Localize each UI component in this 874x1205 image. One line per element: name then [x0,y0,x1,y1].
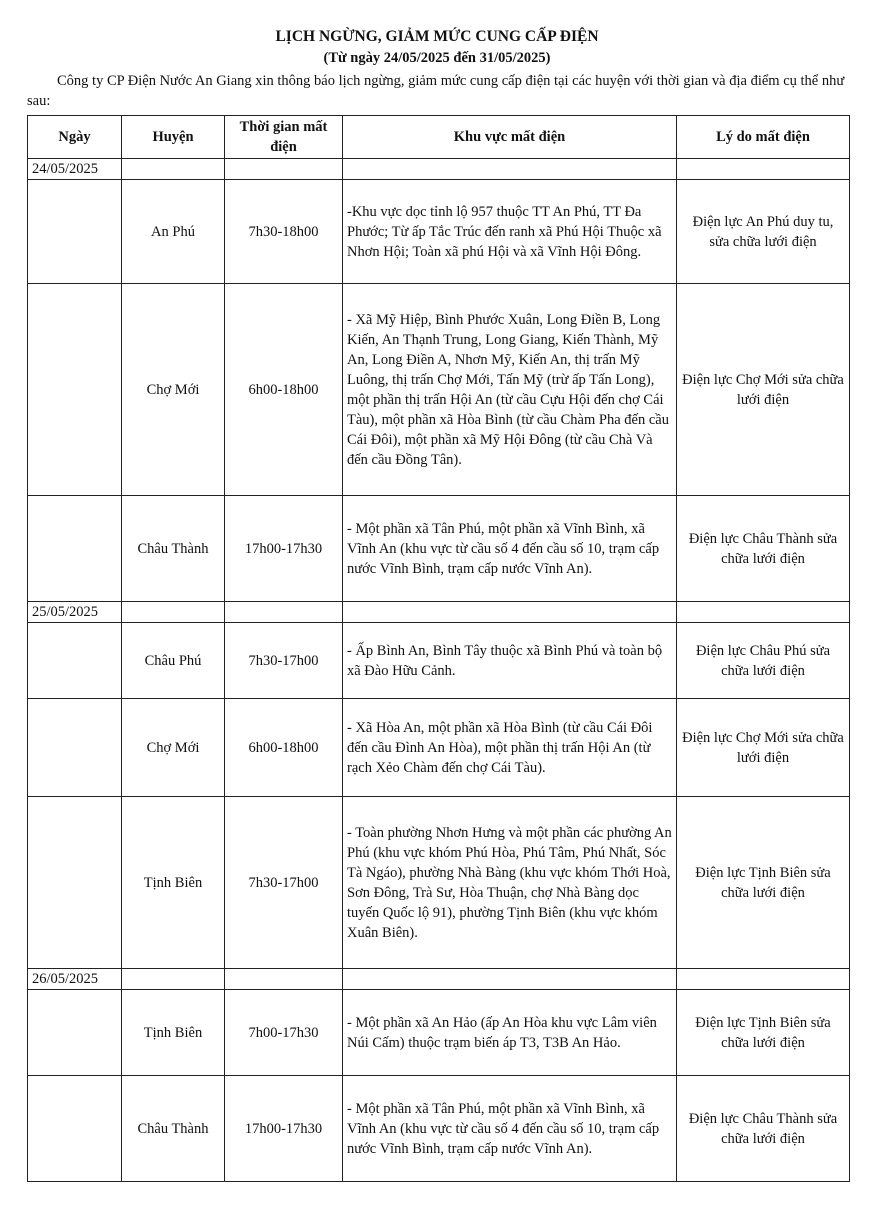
intro-paragraph: Công ty CP Điện Nước An Giang xin thông báo lịch ngừng, giảm mức cung cấp điện tại các huyện với thời gian và địa điểm cụ thể như sau: [27,73,845,109]
district-cell: Tịnh Biên [122,797,225,969]
table-row [28,180,850,284]
district-cell: An Phú [122,180,225,284]
area-cell: - Toàn phường Nhơn Hưng và một phần các phường An Phú (khu vực khóm Phú Hòa, Phú Tâm, Phú Nhất, Sóc Tà Ngáo), phường Nhà Bàng (khu vực khóm Thới Hoà, Sơn Đông, Trà Sư, Hòa Thuận, chợ Nhà Bàng dọc tuyến Quốc lộ 91), phường Tịnh Biên (khu vực khóm Xuân Biên). [343,797,677,969]
time-cell: 7h30-17h00 [225,797,343,969]
column-header-reason: Lý do mất điện [677,116,850,159]
district-cell: Châu Phú [122,623,225,699]
time-cell: 17h00-17h30 [225,496,343,602]
time-cell: 7h00-17h30 [225,990,343,1076]
column-header-date: Ngày [28,116,122,159]
table-row [28,496,850,602]
column-header-district: Huyện [122,116,225,159]
reason-cell: Điện lực Châu Phú sửa chữa lưới điện [677,623,850,699]
area-cell: - Ấp Bình An, Bình Tây thuộc xã Bình Phú và toàn bộ xã Đào Hữu Cảnh. [343,623,677,699]
time-cell: 6h00-18h00 [225,699,343,797]
district-cell: Chợ Mới [122,284,225,496]
column-header-area: Khu vực mất điện [343,116,677,159]
table-row [28,797,850,969]
time-cell: 17h00-17h30 [225,1076,343,1182]
time-cell: 6h00-18h00 [225,284,343,496]
table-row [28,284,850,496]
reason-cell: Điện lực Tịnh Biên sửa chữa lưới điện [677,990,850,1076]
district-cell: Châu Thành [122,496,225,602]
reason-cell: Điện lực An Phú duy tu, sửa chữa lưới điện [677,180,850,284]
date-row [28,602,850,623]
area-cell: - Xã Mỹ Hiệp, Bình Phước Xuân, Long Điền B, Long Kiến, An Thạnh Trung, Long Giang, Kiến Thành, Mỹ An, Long Điền A, Nhơn Mỹ, Kiến An, thị trấn Mỹ Luông, thị trấn Chợ Mới, Tấn Mỹ (trừ ấp Tấn Long), một phần thị trấn Hội An (từ cầu Cựu Hội đến chợ Cái Tàu), một phần xã Hòa Bình (từ cầu Chàm Pha đến cầu Cái Đôi), một phần xã Mỹ Hội Đông (từ cầu Chà Và đến cầu Đồng Tân). [343,284,677,496]
reason-cell: Điện lực Tịnh Biên sửa chữa lưới điện [677,797,850,969]
outage-schedule-table [27,115,850,1182]
area-cell: - Một phần xã Tân Phú, một phần xã Vĩnh Bình, xã Vĩnh An (khu vực từ cầu số 4 đến cầu số 10, trạm cấp nước Vĩnh Bình, trạm cấp nước Vĩnh An). [343,496,677,602]
time-cell: 7h30-18h00 [225,180,343,284]
date-cell: 24/05/2025 [28,159,122,180]
area-cell: -Khu vực dọc tỉnh lộ 957 thuộc TT An Phú, TT Đa Phước; Từ ấp Tắc Trúc đến ranh xã Phú Hội Thuộc xã Nhơn Hội; Toàn xã phú Hội và xã Vĩnh Hội Đông. [343,180,677,284]
table-row [28,1076,850,1182]
area-cell: - Một phần xã Tân Phú, một phần xã Vĩnh Bình, xã Vĩnh An (khu vực từ cầu số 4 đến cầu số 10, trạm cấp nước Vĩnh Bình, trạm cấp nước Vĩnh An). [343,1076,677,1182]
area-cell: - Xã Hòa An, một phần xã Hòa Bình (từ cầu Cái Đôi đến cầu Đình An Hòa), một phần thị trấn Hội An (từ rạch Xẻo Chàm đến chợ Cái Tàu). [343,699,677,797]
column-header-time: Thời gian mất điện [225,116,343,159]
reason-cell: Điện lực Chợ Mới sửa chữa lưới điện [677,284,850,496]
area-cell: - Một phần xã An Hảo (ấp An Hòa khu vực Lâm viên Núi Cấm) thuộc trạm biến áp T3, T3B An Hảo. [343,990,677,1076]
date-row [28,969,850,990]
date-row [28,159,850,180]
table-row [28,699,850,797]
date-cell: 25/05/2025 [28,602,122,623]
table-header-row [28,116,850,159]
time-cell: 7h30-17h00 [225,623,343,699]
date-cell: 26/05/2025 [28,969,122,990]
document-title: LỊCH NGỪNG, GIẢM MỨC CUNG CẤP ĐIỆN [275,28,599,45]
reason-cell: Điện lực Châu Thành sửa chữa lưới điện [677,496,850,602]
reason-cell: Điện lực Chợ Mới sửa chữa lưới điện [677,699,850,797]
document-date-range: (Từ ngày 24/05/2025 đến 31/05/2025) [323,50,551,66]
district-cell: Châu Thành [122,1076,225,1182]
table-row [28,623,850,699]
table-row [28,990,850,1076]
district-cell: Chợ Mới [122,699,225,797]
reason-cell: Điện lực Châu Thành sửa chữa lưới điện [677,1076,850,1182]
district-cell: Tịnh Biên [122,990,225,1076]
